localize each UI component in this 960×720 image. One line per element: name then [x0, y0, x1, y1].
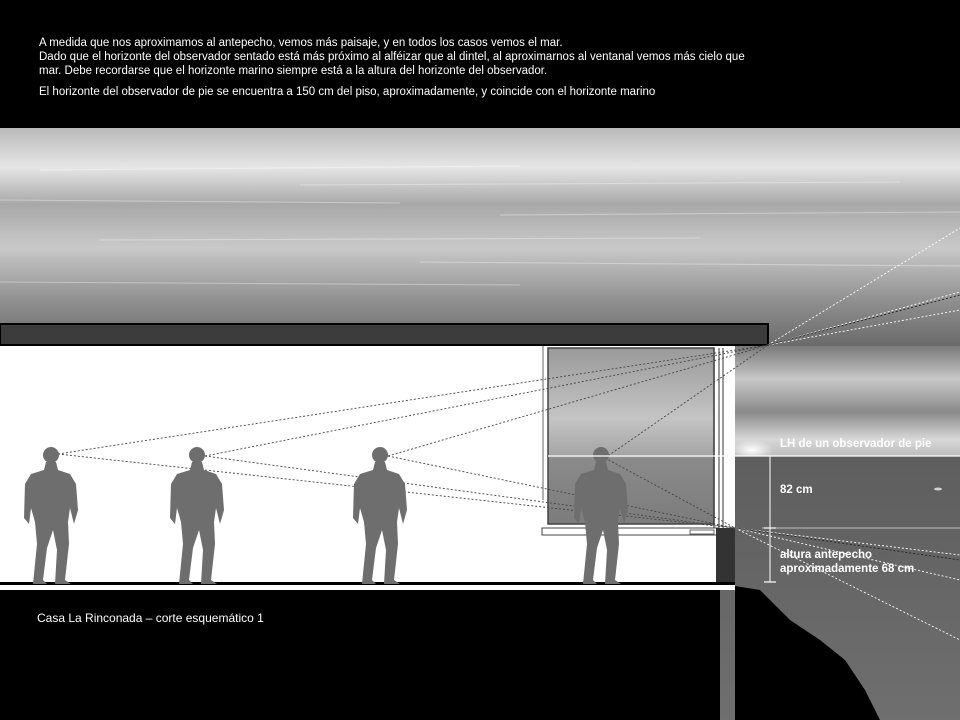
sill-height-label-1: altura antepecho — [780, 549, 873, 561]
horizon-label: LH de un observador de pie — [780, 438, 932, 450]
intro-line-2: Dado que el horizonte del observador sentado está más próximo al alféizar que al dintel, al aproximarnos al ventanal vemos más cielo que — [39, 51, 745, 63]
intro-line-4: El horizonte del observador de pie se encuentra a 150 cm del piso, aproximadamente, y coincide con el horizonte marino — [39, 86, 656, 98]
intro-line-1: A medida que nos aproximamos al antepecho, vemos más paisaje, y en todos los casos vemos el mar. — [39, 37, 563, 49]
intro-line-3: mar. Debe recordarse que el horizonte marino siempre está a la altura del horizonte del observador. — [39, 65, 548, 77]
sky-band — [0, 128, 960, 346]
window-glass — [548, 348, 714, 524]
sill-height-label-2: aproximadamente 68 cm — [780, 563, 915, 575]
parapet-wall — [716, 528, 735, 584]
caption: Casa La Rinconada – corte esquemático 1 — [37, 611, 264, 625]
boat-icon — [934, 488, 942, 491]
dimension-82-label: 82 cm — [780, 484, 813, 496]
roof-slab — [0, 324, 768, 345]
